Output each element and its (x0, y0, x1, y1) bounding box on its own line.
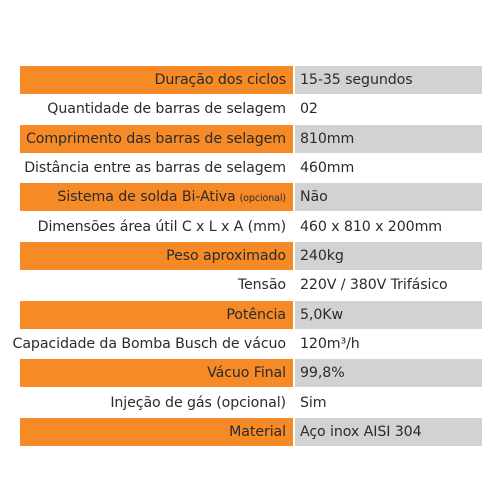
spec-label (20, 389, 293, 417)
spec-value: Sim (295, 389, 482, 417)
spec-row-quantidade-barras (20, 95, 482, 123)
spec-label (20, 271, 293, 299)
spec-label (20, 154, 293, 182)
spec-label-note: (opcional) (239, 192, 286, 204)
spec-value: Não (295, 183, 482, 211)
spec-row-vacuo-final (20, 359, 482, 387)
spec-value: 99,8% (295, 359, 482, 387)
spec-table (12, 66, 482, 447)
spec-row-comprimento-barras (20, 125, 482, 153)
spec-value: 5,0Kw (295, 301, 482, 329)
spec-row-tensao (20, 271, 482, 299)
spec-label (20, 301, 293, 329)
spec-label-text: Distância entre as barras de selagem (24, 159, 286, 176)
spec-value: 240kg (295, 242, 482, 270)
spec-value: 460 x 810 x 200mm (295, 213, 482, 241)
spec-row-distancia-barras (20, 154, 482, 182)
spec-row-peso (20, 242, 482, 270)
spec-label (12, 330, 293, 358)
spec-label (20, 66, 293, 94)
spec-label-text: Sistema de solda Bi-Ativa (57, 189, 236, 206)
spec-label (20, 242, 293, 270)
spec-value: 810mm (295, 125, 482, 153)
spec-label-text: Potência (226, 306, 286, 323)
spec-label-text: Vácuo Final (207, 365, 286, 382)
spec-label-text: Tensão (237, 277, 286, 294)
spec-label (20, 125, 293, 153)
spec-row-duracao-ciclos (20, 66, 482, 94)
spec-value: 120m³/h (295, 330, 482, 358)
spec-row-potencia (20, 301, 482, 329)
spec-label-text: Injeção de gás (opcional) (110, 394, 286, 411)
spec-label-text: Capacidade da Bomba Busch de vácuo (12, 335, 286, 352)
spec-value: 15-35 segundos (295, 66, 482, 94)
spec-row-sistema-solda (20, 183, 482, 211)
spec-label-text: Duração dos ciclos (154, 72, 286, 88)
spec-row-injecao-gas (20, 389, 482, 417)
spec-label-text: Dimensões área útil C x L x A (mm) (37, 218, 286, 235)
spec-label-text: Quantidade de barras de selagem (47, 101, 286, 118)
spec-label (20, 418, 293, 446)
spec-value: 460mm (295, 154, 482, 182)
spec-label (20, 183, 293, 211)
spec-label (20, 213, 293, 241)
spec-value: 220V / 380V Trifásico (295, 271, 482, 299)
spec-label-text: Material (229, 423, 286, 440)
spec-value: Aço inox AISI 304 (295, 418, 482, 446)
spec-label (20, 95, 293, 123)
spec-label-text: Comprimento das barras de selagem (25, 130, 286, 147)
spec-row-dimensoes (20, 213, 482, 241)
spec-label (20, 359, 293, 387)
spec-label-text: Peso aproximado (166, 247, 286, 264)
spec-row-capacidade-bomba (12, 330, 482, 358)
spec-row-material (20, 418, 482, 446)
spec-value: 02 (295, 95, 482, 123)
